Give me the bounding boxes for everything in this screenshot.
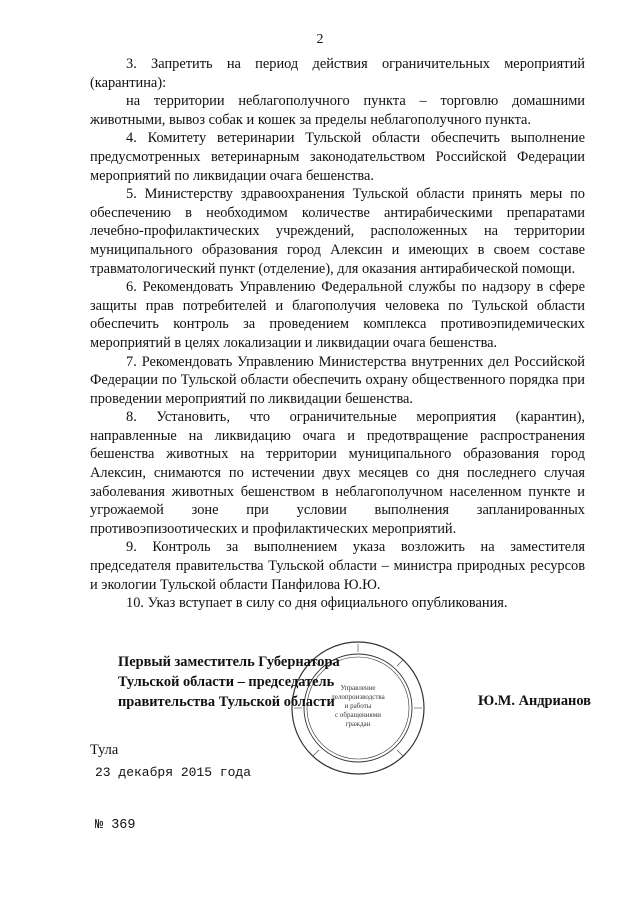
paragraph-3: 3. Запретить на период действия ограничительных мероприятий (карантина): xyxy=(90,56,585,91)
signature-title-line-3: правительства Тульской области xyxy=(118,694,335,710)
signature-block xyxy=(118,652,340,712)
stamp-line-5: граждан xyxy=(345,720,371,728)
stamp-line-2: делопроизводства xyxy=(331,693,385,701)
document-date: 23 декабря 2015 года xyxy=(95,765,252,780)
signatory-name: Ю.М. Андрианов xyxy=(478,693,591,709)
paragraph-3-detail: на территории неблагополучного пункта – торговлю домашними животными, вывоз собак и кошек за пределы неблагополучного пункта. xyxy=(90,93,585,128)
stamp-line-3: и работы xyxy=(344,702,372,710)
city: Тула xyxy=(90,742,119,758)
document-number: № 369 xyxy=(95,818,136,833)
paragraph-7: 7. Рекомендовать Управлению Министерства внутренних дел Российской Федерации по Тульской области обеспечить охрану общественного порядка при проведении мероприятий по ликвидации бешенства. xyxy=(90,353,585,407)
paragraph-10: 10. Указ вступает в силу со дня официального опубликования. xyxy=(126,595,508,612)
stamp-line-4: с обращениями xyxy=(335,711,381,719)
page-number: 2 xyxy=(316,32,324,47)
document-body xyxy=(90,55,585,613)
paragraph-4: 4. Комитету ветеринарии Тульской области обеспечить выполнение предусмотренных ветеринарным законодательством Российской Федерации мероприятий по ликвидации очага бешенства. xyxy=(90,130,585,184)
signature-title-line-2: Тульской области – председатель xyxy=(118,674,335,690)
signature-title-line-1: Первый заместитель Губернатора xyxy=(118,654,340,670)
stamp-line-1: Управление xyxy=(340,684,376,692)
paragraph-6: 6. Рекомендовать Управлению Федеральной службы по надзору в сфере защиты прав потребителей и благополучия человека по Тульской области обеспечить контроль за проведением комплекса противоэпидемических мероприятий в целях локализации и ликвидации очага бешенства. xyxy=(90,279,585,351)
paragraph-9: 9. Контроль за выполнением указа возложить на заместителя председателя правительства Тульской области – министра природных ресурсов и экологии Тульской области Панфилова Ю.Ю. xyxy=(90,539,585,593)
paragraph-5: 5. Министерству здравоохранения Тульской области принять меры по обеспечению в необходимом количестве антирабическими препаратами лечебно-профилактических учреждений, расположенных на территории муниципального образования город Алексин и имеющих в своем составе травматологический пункт (отделение), для оказания антирабической помощи. xyxy=(90,186,585,277)
paragraph-8: 8. Установить, что ограничительные мероприятия (карантин), направленные на ликвидацию очага и предотвращение распространения бешенства животных на территории муниципального образования город Алексин, снимаются по истечении двух месяцев со дня последнего случая заболевания животных бешенством в неблагополучном населенном пункте и угрожаемой зоне при условии выполнения запланированных противоэпизоотических и профилактических мероприятий. xyxy=(90,409,585,537)
